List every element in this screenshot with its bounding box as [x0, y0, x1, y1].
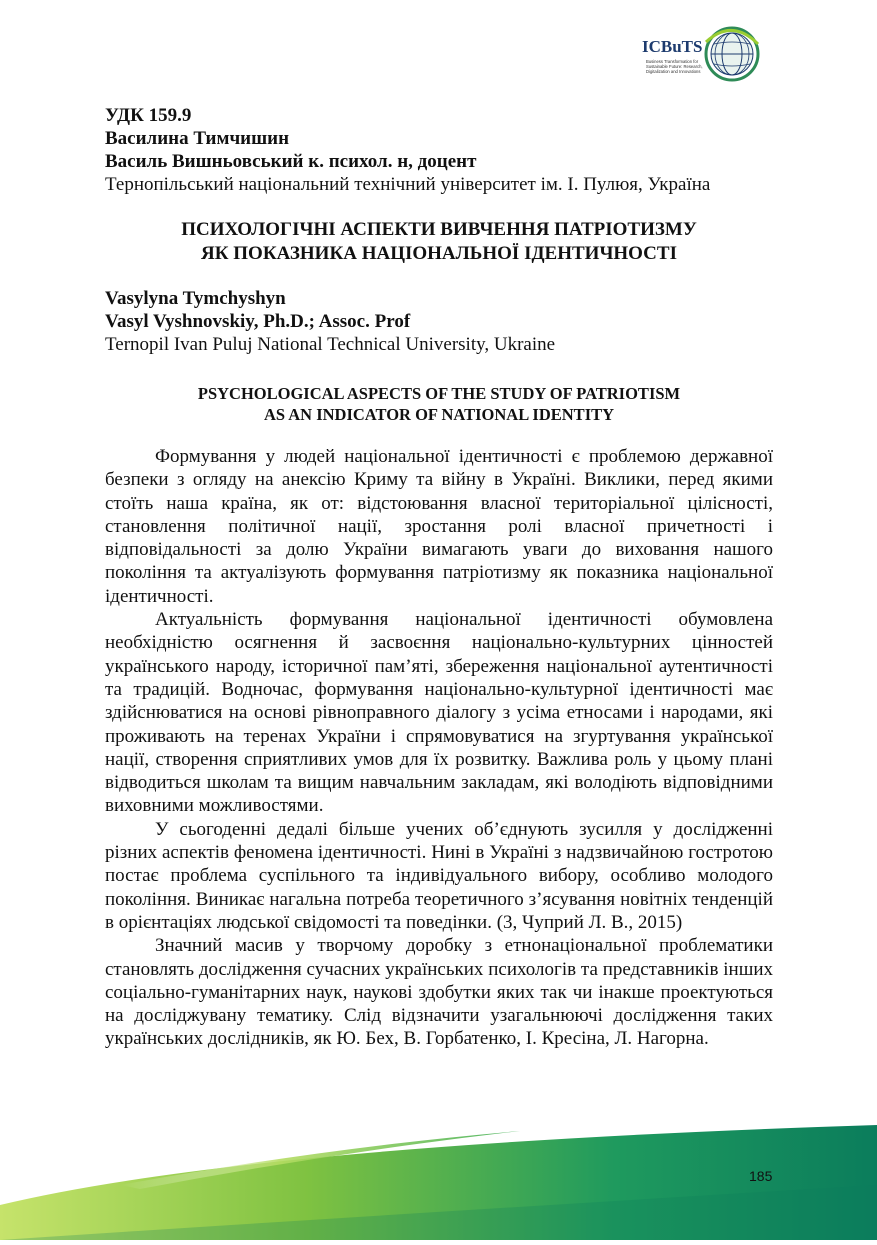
udk-code: УДК 159.9	[105, 105, 192, 126]
page-number: 185	[749, 1168, 773, 1184]
conference-logo	[640, 22, 760, 92]
affiliation-en: Ternopil Ivan Puluj National Technical University, Ukraine	[105, 334, 556, 355]
logo-subtitle-2: Sustainable Future: Research,	[646, 64, 703, 69]
globe-logo-icon	[640, 22, 760, 92]
body-paragraph-2: Актуальність формування національної ідентичності обумовлена необхідністю осягнення й засвоєння національно-культурних цінностей українського народу, історичної пам’яті, збереження національної аутентичності та традицій. Водночас, формування національно-культурної ідентичності має здійснюватися на основі рівноправного діалогу з усіма етносами і народами, які проживають на теренах України і спрямовуватися на згуртування української нації, створення сприятливих умов для їх розвитку. Важлива роль у цьому плані відводиться школам та вищим навчальним закладам, які володіють відповідними виховними можливостями.	[105, 609, 773, 817]
title-en-line-1: PSYCHOLOGICAL ASPECTS OF THE STUDY OF PATRIOTISM	[197, 384, 681, 403]
footer-wave-decoration	[0, 1125, 877, 1240]
body-paragraph-4: Значний масив у творчому доробку з етнонаціональної проблематики становлять дослідження сучасних українських психологів та представників інших соціально-гуманітарних наук, наукові здобутки яких так чи інакше проектуються на досліджувану тематику. Слід відзначити узагальнюючі дослідження таких українських дослідників, як Ю. Бех, В. Горбатенко, І. Кресіна, Л. Нагорна.	[105, 935, 773, 1050]
logo-subtitle-1: Business Transformation for	[646, 59, 699, 64]
logo-text: ICBuTS	[642, 37, 703, 56]
author-en-1: Vasylyna Tymchyshyn	[105, 288, 286, 309]
affiliation-ua: Тернопільський національний технічний університет ім. І. Пулюя, Україна	[105, 174, 711, 195]
title-ua-line-1: ПСИХОЛОГІЧНІ АСПЕКТИ ВИВЧЕННЯ ПАТРІОТИЗМУ	[181, 219, 697, 240]
paper-content	[105, 104, 773, 1051]
author-ua-1: Василина Тимчишин	[105, 128, 290, 149]
body-paragraph-3: У сьогоденні дедалі більше учених об’єднують зусилля у дослідженні різних аспектів феномена ідентичності. Нині в Україні з надзвичайною гостротою постає проблема суспільного та індивідуального вибору, особливо молодого покоління. Виникає нагальна потреба теоретичного з’ясування новітніх тенденцій в орієнтаціях людської свідомості та поведінки. (3, Чуприй Л. В., 2015)	[105, 818, 773, 933]
title-en-line-2: AS AN INDICATOR OF NATIONAL IDENTITY	[263, 405, 615, 424]
author-en-2: Vasyl Vyshnovskiy, Ph.D.; Assoc. Prof	[105, 311, 411, 332]
logo-subtitle-3: Digitalization and Innovations	[646, 69, 701, 74]
body-paragraph-1: Формування у людей національної ідентичності є проблемою державної безпеки з огляду на анексію Криму та війну в Україні. Виклики, перед якими стоїть наша країна, як от: відстоювання власної територіальної цілісності, становлення політичної нації, зростання ролі власної причетності і відповідальності за долю України вимагають уваги до виховання нашого покоління та актуалізують формування патріотизму як показника національної ідентичності.	[105, 446, 773, 607]
author-ua-2: Василь Вишньовський к. психол. н, доцент	[105, 151, 477, 172]
title-ua-line-2: ЯК ПОКАЗНИКА НАЦІОНАЛЬНОЇ ІДЕНТИЧНОСТІ	[201, 243, 677, 264]
